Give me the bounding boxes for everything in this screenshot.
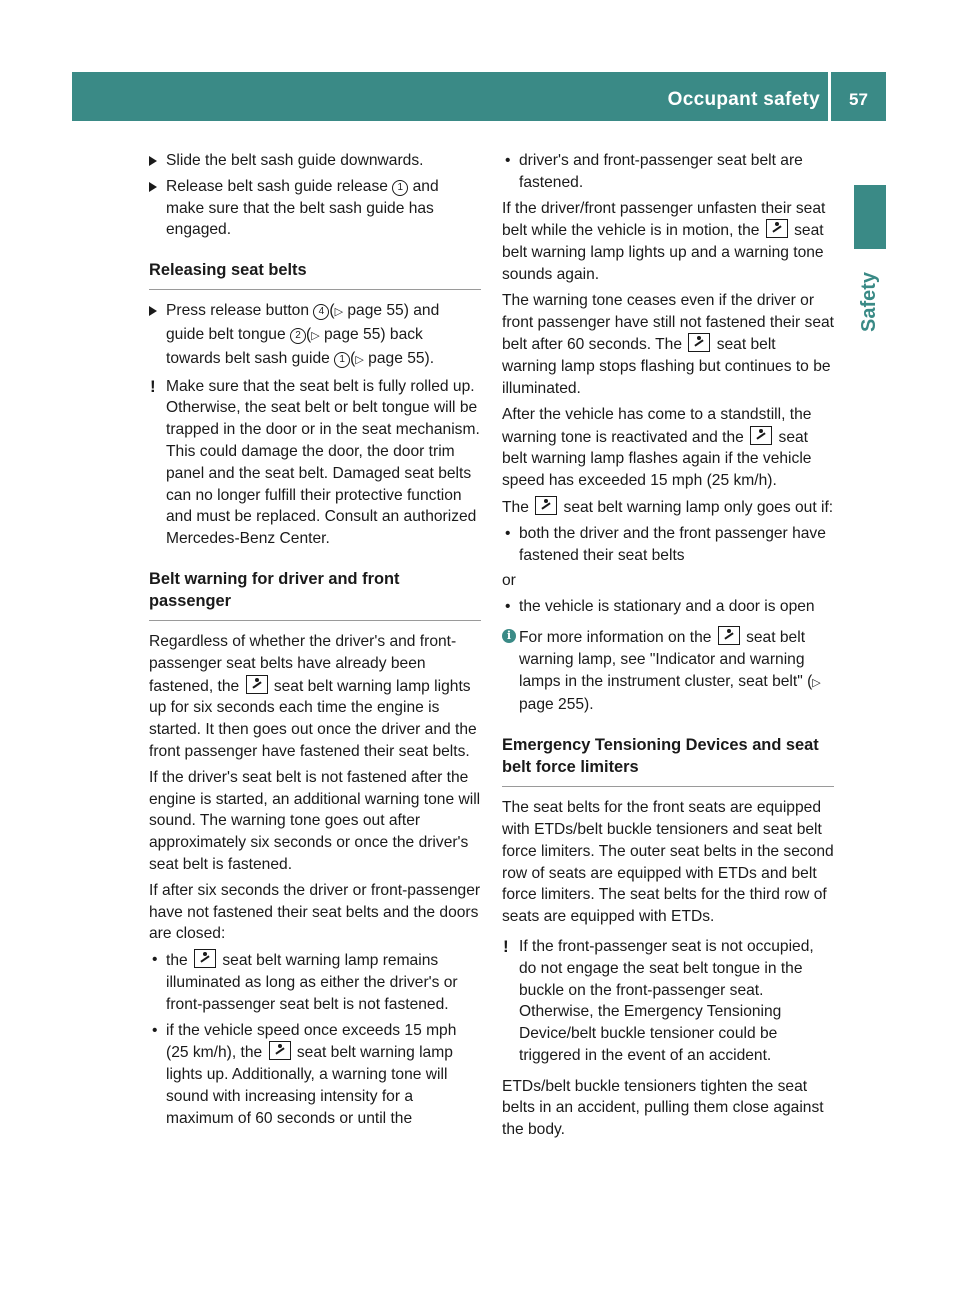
seat-belt-warning-icon: [535, 496, 557, 515]
warning-note: ! If the front-passenger seat is not occupied, do not engage the seat belt tongue in the buckle on the front-passenger seat. Otherwise, the Emergency Tensioning Device/belt buckle tensioner could be triggered in the event of an accident.: [503, 936, 814, 1064]
paragraph: Regardless of whether the driver's and front-passenger seat belts have already been fastened, the seat belt warning lamp lights up for six seconds each time the engine is started. It then goes out once the driver and the front passenger have fastened their seat belts.: [149, 632, 477, 760]
info-icon: i: [502, 629, 516, 643]
step-item: Release belt sash guide release 1 and make sure that the belt sash guide has engaged.: [149, 176, 481, 241]
section-heading: Releasing seat belts: [149, 259, 481, 290]
callout-number: 4: [313, 304, 329, 320]
paragraph: If the driver/front passenger unfasten their seat belt while the vehicle is in motion, the seat belt warning lamp lights up and a warning tone sounds again.: [502, 199, 826, 283]
list-item: • the seat belt warning lamp remains illuminated as long as either the driver's or front-passenger seat belt is not fastened.: [149, 949, 481, 1015]
paragraph: The warning tone ceases even if the driver or front passenger have still not fastened their seat belt after 60 seconds. The seat belt warning lamp stops flashing but continues to be illuminated.: [502, 291, 834, 397]
info-note: i For more information on the seat belt warning lamp, see "Indicator and warning lamps in the instrument cluster, seat belt" (▷ page 255).: [502, 626, 834, 716]
or-text: or: [502, 572, 516, 590]
page-number: 57: [849, 90, 868, 109]
seat-belt-warning-icon: [750, 426, 772, 445]
side-tab-marker: [854, 185, 886, 249]
paragraph: If after six seconds the driver or front-passenger have not fastened their seat belts and the doors are closed:: [149, 881, 481, 943]
warning-icon: !: [503, 936, 509, 956]
seat-belt-warning-icon: [269, 1041, 291, 1060]
right-column: [502, 150, 834, 1145]
seat-belt-warning-icon: [688, 333, 710, 352]
paragraph: ETDs/belt buckle tensioners tighten the seat belts in an accident, pulling them close against the body.: [502, 1077, 824, 1139]
list-item: • both the driver and the front passenger have fastened their seat belts: [502, 523, 834, 567]
step-item: Press release button 4 (▷ page 55) and guide belt tongue 2 (▷ page 55) back towards belt sash guide 1 (▷ page 55).: [149, 300, 481, 371]
section-heading: Belt warning for driver and front passenger: [149, 568, 481, 621]
page-ref-arrow-icon: ▷: [334, 306, 344, 319]
paragraph: The seat belt warning lamp only goes out if:: [502, 496, 834, 519]
page-ref-arrow-icon: ▷: [812, 676, 821, 689]
callout-number: 1: [334, 352, 350, 368]
list-item-continued: • driver's and front-passenger seat belt are fastened.: [502, 150, 834, 194]
paragraph: If the driver's seat belt is not fastened after the engine is started, an additional warning tone will sound. The warning tone goes out after approximately six seconds or once the driver's seat belt is fastened.: [149, 768, 481, 873]
page-title: Occupant safety: [667, 89, 820, 110]
list-item: • if the vehicle speed once exceeds 15 mph (25 km/h), the seat belt warning lamp lights up. Additionally, a warning tone will sound with increasing intensity for a maximum of 60 seconds or until the: [149, 1020, 481, 1130]
list-item: • the vehicle is stationary and a door is open: [502, 596, 834, 618]
warning-icon: !: [150, 376, 156, 396]
paragraph: The seat belts for the front seats are equipped with ETDs/belt buckle tensioners and seat belt force limiters. The outer seat belts in the second row of seats are equipped with ETDs and belt force limiters. The seat belts for the third row of seats are equipped with ETDs.: [502, 799, 834, 926]
page-ref-arrow-icon: ▷: [311, 329, 320, 342]
callout-number: 1: [392, 180, 408, 196]
warning-note: ! Make sure that the seat belt is fully rolled up. Otherwise, the seat belt or belt tongue will be trapped in the door or in the seat mechanism. This could damage the door, the door trim panel and the seat belt. Damaged seat belts can no longer fulfill their protective function and must be replaced. Consult an authorized Mercedes-Benz Center.: [150, 376, 480, 548]
seat-belt-warning-icon: [194, 949, 216, 968]
seat-belt-warning-icon: [766, 219, 788, 238]
seat-belt-warning-icon: [246, 675, 268, 694]
side-section-label: Safety: [858, 271, 881, 333]
section-heading: Emergency Tensioning Devices and seat belt force limiters: [502, 734, 834, 787]
paragraph: After the vehicle has come to a standstill, the warning tone is reactivated and the seat belt warning lamp flashes again if the vehicle speed has exceeded 15 mph (25 km/h).: [502, 405, 812, 490]
callout-number: 2: [290, 328, 306, 344]
page-ref-arrow-icon: ▷: [355, 353, 364, 366]
step-item: Slide the belt sash guide downwards.: [149, 150, 481, 172]
left-column: [149, 150, 481, 1133]
seat-belt-warning-icon: [718, 626, 740, 645]
